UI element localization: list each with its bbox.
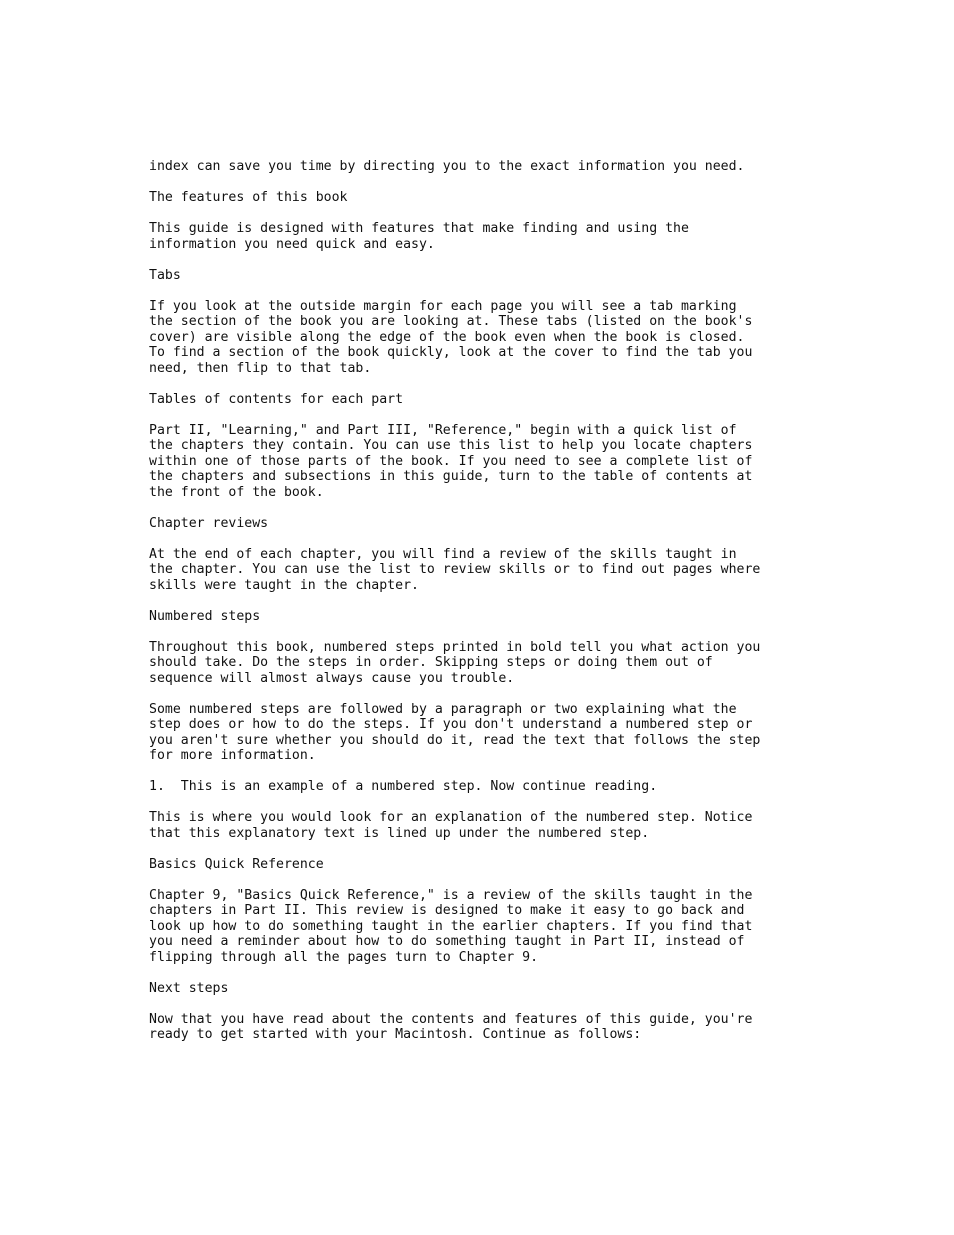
paragraph: Chapter 9, "Basics Quick Reference," is a review of the skills taught in the chapters in Part II. This review is designed to make it easy to go back and look up how to do something taught in the earlier chapters. If you find that you need a reminder about how to do something taught in Part II, instead of flipping through all the pages turn to Chapter 9.	[149, 887, 753, 965]
numbered-step-example: 1. This is an example of a numbered step. Now continue reading.	[149, 779, 658, 794]
paragraph: Some numbered steps are followed by a paragraph or two explaining what the step does or how to do the steps. If you don't understand a numbered step or you aren't sure whether you should do it, read the text that follows the step for more information.	[149, 701, 761, 763]
section-heading-chapter-reviews: Chapter reviews	[149, 515, 269, 531]
section-heading-numbered-steps: Numbered steps	[149, 608, 261, 624]
section-heading-basics-quick-reference: Basics Quick Reference	[149, 856, 324, 872]
paragraph: This is where you would look for an explanation of the numbered step. Notice that this explanatory text is lined up under the numbered step.	[149, 810, 753, 841]
section-heading-tables-of-contents: Tables of contents for each part	[149, 391, 404, 407]
section-heading-features: The features of this book	[149, 190, 348, 205]
paragraph: This guide is designed with features that make finding and using the information you need quick and easy.	[149, 221, 689, 252]
paragraph: Throughout this book, numbered steps printed in bold tell you what action you should take. Do the steps in order. Skipping steps or doing them out of sequence will almost always cause you trouble.	[149, 639, 761, 686]
paragraph: At the end of each chapter, you will find a review of the skills taught in the chapter. You can use the list to review skills or to find out pages where skills were taught in the chapter.	[149, 546, 761, 593]
section-heading-next-steps: Next steps	[149, 980, 229, 996]
document-page	[149, 159, 869, 1058]
paragraph: Part II, "Learning," and Part III, "Reference," begin with a quick list of the chapters they contain. You can use this list to help you locate chapters within one of those parts of the book. If you need to see a complete list of the chapters and subsections in this guide, turn to the table of contents at the front of the book.	[149, 422, 753, 500]
section-heading-tabs: Tabs	[149, 267, 181, 283]
paragraph: Now that you have read about the contents and features of this guide, you're ready to get started with your Macintosh. Continue as follows:	[149, 1011, 753, 1042]
paragraph: If you look at the outside margin for each page you will see a tab marking the section of the book you are looking at. These tabs (listed on the book's cover) are visible along the edge of the book even when the book is closed. To find a section of the book quickly, look at the cover to find the tab you need, then flip to that tab.	[149, 298, 753, 376]
text-line: index can save you time by directing you to the exact information you need.	[149, 159, 745, 174]
